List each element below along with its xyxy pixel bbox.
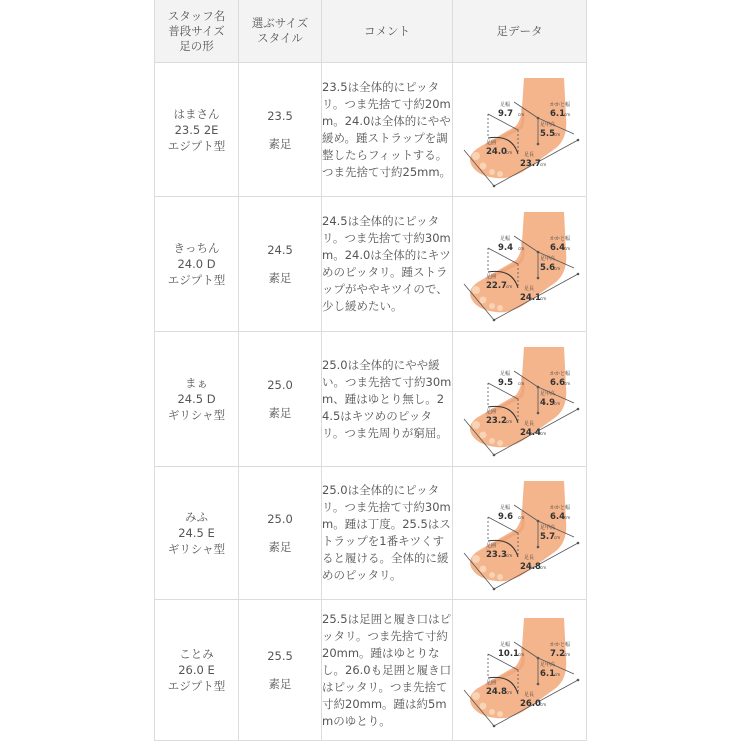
svg-text:23.3: 23.3 [485, 550, 507, 560]
svg-text:cm: cm [553, 131, 560, 137]
svg-text:cm: cm [505, 553, 512, 558]
table-row-1 [155, 63, 587, 197]
usual-size: 24.5 D [177, 392, 216, 406]
svg-text:足長: 足長 [523, 151, 534, 158]
table-row-3 [155, 332, 587, 467]
size-style-cell [239, 467, 322, 600]
style: 素足 [268, 271, 292, 285]
svg-text:6.4: 6.4 [549, 243, 565, 253]
svg-text:足長: 足長 [523, 421, 534, 427]
svg-text:足甲高: 足甲高 [539, 256, 555, 262]
svg-text:23.7: 23.7 [519, 158, 541, 169]
header-staff: スタッフ名 普段サイズ 足の形 [155, 0, 239, 63]
svg-text:cm: cm [517, 246, 524, 251]
style: 素足 [268, 540, 292, 554]
size-style-cell [239, 600, 322, 741]
svg-text:足幅: 足幅 [499, 371, 510, 377]
foot-data-cell [453, 63, 587, 197]
svg-text:9.4: 9.4 [497, 243, 513, 253]
svg-text:cm: cm [505, 419, 512, 424]
svg-text:cm: cm [539, 161, 546, 167]
svg-text:cm: cm [517, 381, 524, 386]
svg-text:22.7: 22.7 [485, 281, 507, 291]
comment-cell: 23.5は全体的にピッタリ。つま先捨て寸約20mm。24.0は全体的にやや緩め。踵ストラップを調整したらフィットする。つま先捨て寸約25mm。 [322, 63, 453, 197]
svg-text:24.1: 24.1 [519, 293, 541, 303]
svg-text:9.6: 9.6 [497, 512, 513, 522]
svg-text:足囲: 足囲 [485, 274, 496, 280]
svg-text:24.0: 24.0 [485, 146, 507, 157]
style: 素足 [268, 136, 292, 151]
svg-text:足幅: 足幅 [499, 505, 510, 511]
svg-text:6.6: 6.6 [549, 378, 565, 388]
svg-text:cm: cm [553, 535, 560, 540]
style: 素足 [268, 677, 292, 691]
svg-text:足幅: 足幅 [499, 642, 510, 648]
svg-text:足囲: 足囲 [485, 139, 496, 146]
svg-text:cm: cm [517, 515, 524, 520]
header-size: 選ぶサイズ スタイル [239, 0, 322, 63]
chosen-size: 23.5 [267, 108, 293, 123]
svg-text:cm: cm [563, 652, 570, 657]
usual-size: 23.5 2E [174, 122, 219, 137]
table-row-4 [155, 467, 587, 600]
svg-text:9.7: 9.7 [497, 108, 513, 119]
staff-cell [155, 197, 239, 332]
svg-text:cm: cm [505, 149, 512, 155]
size-style-cell [239, 197, 322, 332]
foot-shape: エジプト型 [167, 138, 226, 153]
svg-text:cm: cm [553, 266, 560, 271]
svg-text:cm: cm [563, 515, 570, 520]
staff-name: まぁ [185, 376, 208, 390]
foot-data-cell [453, 197, 587, 332]
usual-size: 24.0 D [177, 257, 216, 271]
size-style-cell [239, 63, 322, 197]
size-style-cell [239, 332, 322, 467]
svg-text:かかと幅: かかと幅 [549, 101, 570, 108]
staff-name: みふ [185, 510, 208, 524]
svg-text:足囲: 足囲 [485, 680, 496, 686]
svg-text:5.6: 5.6 [539, 263, 555, 273]
chosen-size: 25.0 [267, 512, 293, 526]
svg-text:足囲: 足囲 [485, 543, 496, 549]
svg-text:かかと幅: かかと幅 [549, 371, 570, 377]
svg-text:cm: cm [539, 431, 546, 436]
svg-text:5.7: 5.7 [539, 532, 555, 542]
svg-text:cm: cm [563, 111, 570, 117]
svg-text:cm: cm [539, 565, 546, 570]
svg-text:cm: cm [553, 672, 560, 677]
comment-cell: 25.5は足囲と履き口はピッタリ。つま先捨て寸約20mm。踵はゆとりなし。26.0も足囲と履き口はピッタリ。つま先捨て寸約20mm。踵は約5mmのゆとり。 [322, 600, 453, 741]
svg-text:7.2: 7.2 [549, 649, 565, 659]
svg-text:かかと幅: かかと幅 [549, 642, 570, 648]
svg-text:足長: 足長 [523, 286, 534, 292]
usual-size: 26.0 E [178, 663, 215, 677]
svg-text:cm: cm [563, 246, 570, 251]
svg-text:足甲高: 足甲高 [539, 391, 555, 397]
foot-diagram [456, 608, 584, 732]
header-comment: コメント [322, 0, 453, 63]
comment-cell: 25.0は全体的にやや緩い。つま先捨て寸約30mm、踵はゆとり無し。24.5はキツめのピッタリ。つま先周りが窮屈。 [322, 332, 453, 467]
foot-diagram [456, 68, 584, 192]
header-foot-data: 足データ [453, 0, 587, 63]
svg-text:cm: cm [539, 702, 546, 707]
svg-text:4.9: 4.9 [539, 398, 555, 408]
svg-text:cm: cm [539, 296, 546, 301]
chosen-size: 25.0 [267, 378, 293, 392]
foot-data-cell [453, 600, 587, 741]
comment-cell: 24.5は全体的にピッタリ。つま先捨て寸約30mm。24.0は全体的にキツめのピッタリ。踵ストラップがややキツイので、少し緩めたい。 [322, 197, 453, 332]
svg-text:cm: cm [505, 690, 512, 695]
foot-shape: エジプト型 [167, 273, 226, 287]
svg-text:cm: cm [505, 284, 512, 289]
foot-diagram [456, 471, 584, 595]
svg-text:足長: 足長 [523, 555, 534, 561]
svg-text:6.4: 6.4 [549, 512, 565, 522]
foot-shape: エジプト型 [167, 679, 226, 693]
staff-cell [155, 332, 239, 467]
svg-text:cm: cm [563, 381, 570, 386]
svg-text:cm: cm [517, 111, 524, 117]
staff-cell [155, 467, 239, 600]
size-comparison-table [154, 0, 587, 741]
svg-text:23.2: 23.2 [485, 416, 507, 426]
foot-data-cell [453, 467, 587, 600]
staff-cell [155, 600, 239, 741]
comment-cell: 25.0は全体的にピッタリ。つま先捨て寸約30mm。踵は丁度。25.5はストラップを1番キツくすると履ける。全体的に緩めのピッタリ。 [322, 467, 453, 600]
foot-diagram [456, 337, 584, 461]
staff-name: はまさん [173, 106, 220, 121]
svg-text:足幅: 足幅 [499, 236, 510, 242]
svg-text:足囲: 足囲 [485, 409, 496, 415]
foot-data-cell [453, 332, 587, 467]
svg-text:かかと幅: かかと幅 [549, 505, 570, 511]
svg-text:足幅: 足幅 [499, 101, 510, 108]
svg-text:6.1: 6.1 [539, 669, 555, 679]
foot-shape: ギリシャ型 [167, 542, 226, 556]
svg-text:足甲高: 足甲高 [539, 662, 555, 668]
svg-text:24.8: 24.8 [519, 562, 541, 572]
header-row [155, 0, 587, 63]
svg-text:cm: cm [517, 652, 524, 657]
table-row-2 [155, 197, 587, 332]
svg-text:24.4: 24.4 [519, 428, 541, 438]
svg-text:26.0: 26.0 [519, 699, 541, 709]
svg-text:足長: 足長 [523, 692, 534, 698]
svg-text:5.5: 5.5 [539, 128, 555, 139]
chosen-size: 24.5 [267, 243, 293, 257]
table-row-5 [155, 600, 587, 741]
staff-name: ことみ [179, 647, 214, 661]
style: 素足 [268, 406, 292, 420]
svg-text:足甲高: 足甲高 [539, 525, 555, 531]
staff-name: きっちん [173, 241, 220, 255]
chosen-size: 25.5 [267, 649, 293, 663]
svg-text:足甲高: 足甲高 [539, 121, 555, 128]
foot-shape: ギリシャ型 [167, 408, 226, 422]
svg-text:9.5: 9.5 [497, 378, 513, 388]
foot-diagram [456, 202, 584, 326]
svg-text:かかと幅: かかと幅 [549, 236, 570, 242]
svg-text:10.1: 10.1 [497, 649, 519, 659]
usual-size: 24.5 E [178, 526, 215, 540]
svg-text:24.8: 24.8 [485, 687, 507, 697]
svg-text:6.1: 6.1 [549, 108, 565, 119]
staff-cell [155, 63, 239, 197]
svg-text:cm: cm [553, 401, 560, 406]
